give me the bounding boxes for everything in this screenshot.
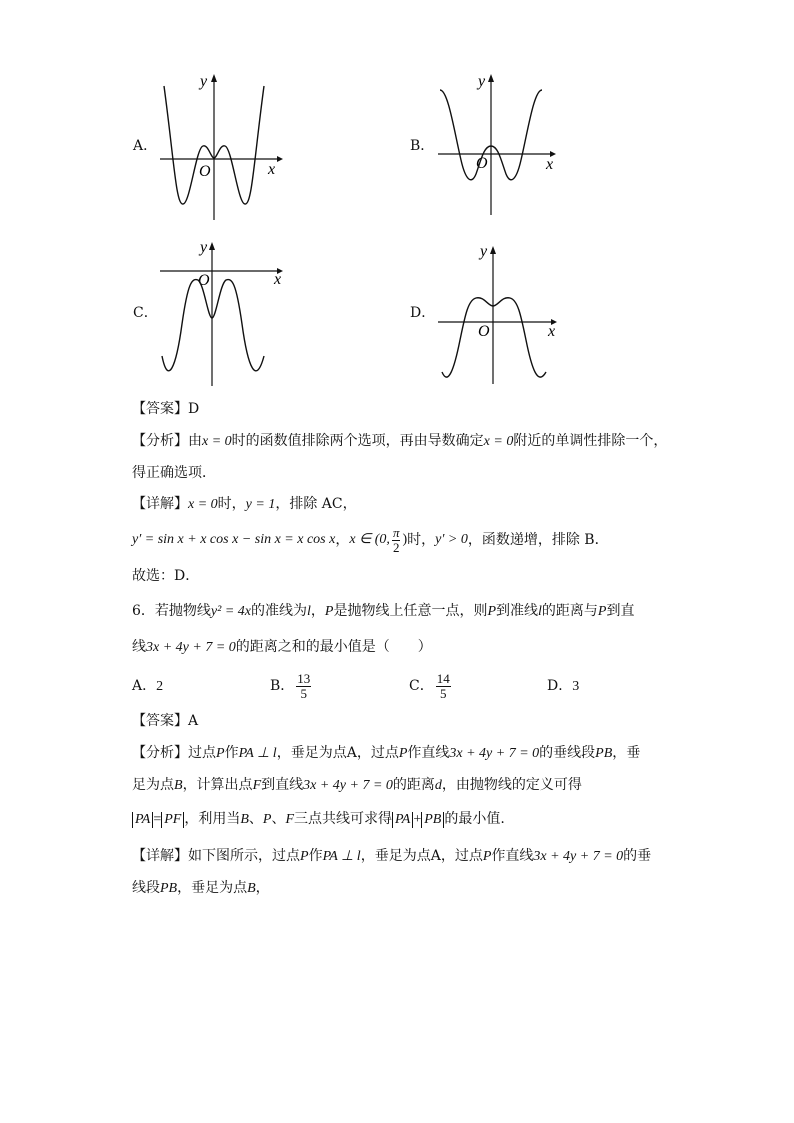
analysis6-text: 过点: [188, 745, 216, 761]
detail6-text: ，: [255, 880, 270, 896]
detail6-text: ，垂足为点: [177, 880, 248, 896]
analysis6-math: B: [240, 812, 249, 827]
analysis6-math: d: [434, 778, 442, 793]
choice-fraction: [296, 672, 311, 701]
choice-d[interactable]: [547, 676, 579, 697]
graph-b: [430, 70, 565, 220]
choice-label: C．: [409, 678, 434, 694]
graph-a-x-label: x: [268, 161, 276, 178]
detail5-math: y = 1: [245, 497, 276, 512]
analysis6-math: B: [174, 778, 183, 793]
question6-text: 的距离之和的最小值是（ ）: [235, 639, 432, 655]
graph-c-y-arrow: [209, 242, 215, 250]
choice-value: 3: [572, 679, 580, 694]
detail6-text: 的垂: [623, 848, 652, 864]
graph-d: [430, 240, 565, 388]
graph-c-x-label: x: [274, 271, 282, 288]
question6-math: l: [538, 604, 542, 619]
parabola-equation: y² = 4x: [210, 604, 251, 619]
analysis5-math: x = 0: [202, 434, 232, 449]
question6-text: 是抛物线上任意一点，则: [333, 603, 488, 619]
graph-d-origin: O: [478, 323, 490, 340]
analysis5-text: 由: [188, 433, 202, 449]
option-label-c: C．: [133, 305, 158, 321]
graph-c-origin: O: [198, 272, 210, 289]
detail6-tag: 【详解】: [132, 848, 188, 864]
detail6-math: P: [482, 849, 492, 864]
detail6-text: 如下图所示，过点: [188, 848, 300, 864]
detail6-math: B: [247, 881, 256, 896]
detail6-text: 作: [308, 848, 323, 864]
analysis6-math: P: [398, 746, 408, 761]
fraction-denominator: 2: [392, 539, 400, 555]
detail5-text: ，函数递增，排除 B．: [467, 532, 609, 548]
detail5-math: x = 0: [188, 497, 218, 512]
analysis6-text: 作直线: [407, 745, 450, 761]
pi-over-2-fraction: [392, 526, 401, 555]
graph-b-y-arrow: [488, 74, 494, 82]
analysis6-text: 、: [271, 811, 286, 827]
graph-a: [150, 70, 285, 225]
analysis6-text: 的最小值.: [444, 811, 505, 827]
detail5-text: 时，: [407, 532, 436, 548]
question6-line-1: [132, 601, 634, 622]
question6-text: 的准线为: [251, 603, 307, 619]
option-label-d: D．: [410, 305, 436, 321]
equals-sign: =: [153, 812, 162, 827]
graph-d-x-label: x: [548, 323, 556, 340]
detail6-line-1: [132, 846, 651, 867]
detail5-text: ，排除 AC，: [275, 496, 357, 512]
abs-pa: PA: [392, 812, 413, 828]
choice-b[interactable]: [270, 666, 313, 706]
question6-text: 线: [132, 639, 146, 655]
graph-d-y-label: y: [480, 243, 488, 260]
question6-text: 到直: [606, 603, 635, 619]
analysis6-math: F: [285, 812, 295, 827]
detail6-math: PB: [160, 881, 178, 896]
question6-text: ，: [310, 603, 325, 619]
detail5-tag: 【详解】: [132, 496, 188, 512]
graph-c-curve: [162, 280, 264, 371]
detail6-text: ，垂足为点A，过点: [360, 848, 483, 864]
analysis6-math: 3x + 4y + 7 = 0: [449, 746, 540, 761]
analysis6-text: 、: [248, 811, 263, 827]
detail6-math: P: [300, 849, 309, 864]
analysis5-line-1: [132, 431, 667, 452]
fraction-numerator: 13: [297, 670, 311, 686]
answer5-value: D: [188, 401, 200, 417]
analysis6-line-3: [132, 809, 505, 830]
graph-b-origin: O: [476, 155, 488, 172]
graph-b-x-label: x: [546, 156, 554, 173]
analysis5-text: 附近的单调性排除一个，: [513, 433, 668, 449]
interval-formula: x ∈ (0,: [349, 532, 390, 547]
detail5-line-2: [132, 524, 609, 556]
plus-sign: +: [413, 812, 422, 827]
choice-fraction: [436, 672, 451, 701]
question6-math: P: [324, 604, 334, 619]
choice-label: D．: [547, 678, 573, 694]
detail5-line-1: [132, 494, 357, 515]
fraction-denominator: 5: [300, 685, 308, 701]
analysis5-math: x = 0: [483, 434, 514, 449]
graph-c-y-label: y: [200, 239, 208, 256]
analysis6-text: 足为点: [132, 777, 174, 793]
question6-line-2: [132, 637, 432, 658]
analysis6-text: ，垂: [612, 745, 641, 761]
question6-text: 若抛物线: [154, 603, 211, 619]
fraction-denominator: 5: [439, 685, 447, 701]
analysis6-math: PB: [595, 746, 613, 761]
detail5-math: y′ > 0: [435, 532, 468, 547]
analysis6-text: ，由抛物线的定义可得: [441, 777, 582, 793]
answer5-tag: 【答案】: [132, 401, 188, 417]
analysis6-math: 3x + 4y + 7 = 0: [303, 778, 393, 793]
analysis6-text: ，计算出点: [182, 777, 253, 793]
question6-math: P: [487, 604, 497, 619]
analysis6-text: ，垂足为点A，过点: [276, 745, 399, 761]
answer5-line: [132, 399, 199, 419]
graph-d-curve: [442, 298, 546, 377]
question-number: 6．: [132, 603, 155, 619]
fraction-numerator: 14: [436, 670, 450, 686]
detail5-text: 时，: [217, 496, 246, 512]
abs-pa: PA: [132, 812, 153, 828]
analysis6-line-2: [132, 775, 582, 796]
choice-label: A．: [132, 678, 157, 694]
analysis5-text: 时的函数值排除两个选项，再由导数确定: [231, 433, 484, 449]
graph-d-y-arrow: [490, 246, 496, 254]
analysis6-text: 的垂线段: [539, 745, 596, 761]
graph-c: [150, 238, 290, 390]
detail5-text: ，: [335, 532, 350, 548]
answer6-value: A: [188, 713, 199, 729]
option-label-b: B．: [410, 138, 435, 154]
analysis6-text: ，利用当: [184, 811, 241, 827]
analysis6-math: P: [262, 812, 272, 827]
graph-a-x-arrow: [277, 156, 283, 162]
option-label-a: A．: [133, 138, 158, 154]
detail6-math: 3x + 4y + 7 = 0: [533, 849, 624, 864]
choice-c[interactable]: [409, 666, 453, 706]
detail6-text: 作直线: [491, 848, 534, 864]
analysis6-line-1: [132, 743, 640, 764]
graph-b-y-label: y: [478, 73, 486, 90]
answer6-tag: 【答案】: [132, 713, 188, 729]
fraction-numerator: π: [392, 524, 400, 540]
choice-label: B．: [270, 678, 295, 694]
answer6-line: [132, 711, 198, 731]
abs-pb: PB: [421, 812, 444, 828]
abs-pf: PF: [161, 812, 184, 828]
choice-value: 2: [156, 679, 164, 694]
analysis6-tag: 【分析】: [132, 745, 188, 761]
analysis6-text: 到直线: [261, 777, 304, 793]
detail5-choice: 故选：D．: [132, 568, 200, 584]
detail6-math: PA ⊥ l: [322, 849, 361, 864]
line-equation: 3x + 4y + 7 = 0: [146, 640, 236, 655]
analysis5-tag: 【分析】: [132, 433, 188, 449]
analysis6-text: 作: [224, 745, 239, 761]
analysis6-text: 的距离: [392, 777, 435, 793]
detail6-line-2: [132, 878, 270, 899]
interval-formula: ): [402, 532, 408, 547]
question6-math: P: [597, 604, 607, 619]
detail6-text: 线段: [132, 880, 160, 896]
graph-a-y-label: y: [200, 73, 208, 90]
analysis6-math: P: [216, 746, 225, 761]
graph-a-origin: O: [199, 163, 211, 180]
analysis5-line-2: 得正确选项．: [132, 465, 216, 481]
question6-text: 的距离与: [541, 603, 598, 619]
derivative-formula: y′ = sin x + x cos x − sin x = x cos x: [132, 532, 336, 547]
question6-math: l: [307, 604, 311, 619]
analysis6-math: F: [252, 778, 262, 793]
question6-text: 到准线: [496, 603, 539, 619]
choice-a[interactable]: [132, 676, 163, 697]
analysis6-text: 三点共线可求得: [294, 811, 393, 827]
graph-a-y-arrow: [211, 74, 217, 82]
analysis6-math: PA ⊥ l: [238, 746, 277, 761]
